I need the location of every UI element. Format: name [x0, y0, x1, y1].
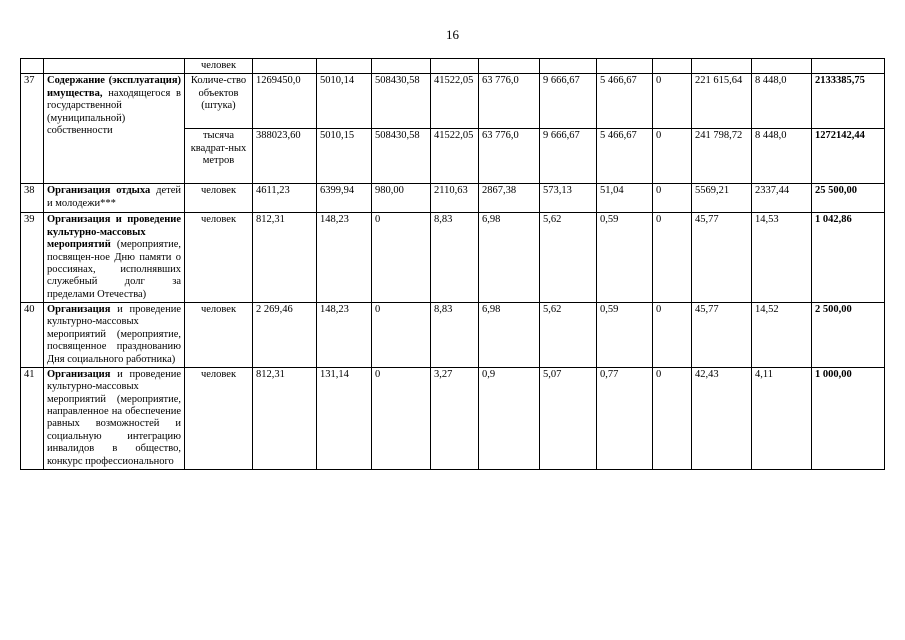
service-name-bold: Организация и проведение культурно-массовых мероприятий: [47, 214, 181, 251]
unit-cell: человек: [185, 367, 253, 469]
service-name-bold: Содержание (эксплуатация) имущества,: [47, 75, 181, 99]
service-name-bold: Организация: [47, 368, 111, 380]
row-number-cell: 41: [21, 367, 44, 469]
value-cell: 812,31: [253, 213, 317, 303]
value-cell: 41522,05: [431, 74, 479, 129]
value-cell: 388023,60: [253, 129, 317, 184]
value-cell: 0,59: [597, 303, 653, 368]
table-row: [21, 303, 885, 368]
unit-cell: тысяча квадрат-ных метров: [185, 129, 253, 184]
value-cell: 0,77: [597, 367, 653, 469]
service-name-rest: и проведение культурно-массовых мероприятий (мероприятие, посвященное празднованию Дня социального работника): [47, 304, 181, 365]
value-cell: 0: [653, 74, 692, 129]
total-cell: 1272142,44: [812, 129, 885, 184]
service-name-cell: [44, 303, 185, 368]
value-cell: 0: [653, 184, 692, 213]
service-name-rest: и проведение культурно-массовых мероприятий (мероприятие, направленное на обеспечение равных возможностей и социальную интеграцию инвалидов в общество, конкурс профессионального: [47, 368, 181, 467]
unit-cell: Количе-ство объектов (штука): [185, 74, 253, 129]
value-cell: 2 269,46: [253, 303, 317, 368]
row-number-cell: 39: [21, 213, 44, 303]
total-cell: 2 500,00: [812, 303, 885, 368]
value-cell: 51,04: [597, 184, 653, 213]
service-name-cell: [44, 184, 185, 213]
value-cell: 508430,58: [372, 129, 431, 184]
value-cell: 5 466,67: [597, 74, 653, 129]
value-cell: 63 776,0: [479, 74, 540, 129]
value-cell: 148,23: [317, 303, 372, 368]
value-cell: 5,07: [540, 367, 597, 469]
table-row: [21, 184, 885, 213]
service-name-rest: (мероприятие, посвящен-ное Дню памяти о россиянах, исполнявших служебный долг за пределами Отечества): [47, 239, 181, 300]
value-cell: 0: [653, 303, 692, 368]
value-cell: 4,11: [752, 367, 812, 469]
value-cell: 5010,14: [317, 74, 372, 129]
value-cell: 4611,23: [253, 184, 317, 213]
value-cell: 45,77: [692, 303, 752, 368]
value-cell: 41522,05: [431, 129, 479, 184]
value-cell: 148,23: [317, 213, 372, 303]
row-number-cell: [21, 59, 44, 74]
value-cell: 0: [653, 129, 692, 184]
value-cell: 42,43: [692, 367, 752, 469]
value-cell: 573,13: [540, 184, 597, 213]
value-cell: 221 615,64: [692, 74, 752, 129]
unit-cell: человек: [185, 303, 253, 368]
total-cell: 2133385,75: [812, 74, 885, 129]
value-cell: 812,31: [253, 367, 317, 469]
value-cell: 14,53: [752, 213, 812, 303]
value-cell: 8,83: [431, 213, 479, 303]
value-cell: 45,77: [692, 213, 752, 303]
value-cell: 2867,38: [479, 184, 540, 213]
value-cell: 14,52: [752, 303, 812, 368]
value-cell: 508430,58: [372, 74, 431, 129]
service-name-cell: [44, 213, 185, 303]
value-cell: 5,62: [540, 213, 597, 303]
value-cell: 8 448,0: [752, 74, 812, 129]
service-name-rest: находящегося в государственной (муниципальной) собственности: [47, 87, 181, 136]
service-name-bold: Организация: [47, 304, 111, 315]
value-cell: 980,00: [372, 184, 431, 213]
value-cell: 2337,44: [752, 184, 812, 213]
page-number: 16: [446, 27, 459, 42]
value-cell: 0: [653, 213, 692, 303]
value-cell: 9 666,67: [540, 74, 597, 129]
value-cell: 0: [372, 367, 431, 469]
value-cell: 5,62: [540, 303, 597, 368]
service-name-cell: [44, 59, 185, 74]
table-row: [21, 74, 885, 129]
value-cell: 9 666,67: [540, 129, 597, 184]
value-cell: 0: [653, 367, 692, 469]
value-cell: 0: [372, 213, 431, 303]
service-name-rest: детей и молодежи***: [47, 185, 181, 209]
row-number-cell: 38: [21, 184, 44, 213]
total-cell: 1 000,00: [812, 367, 885, 469]
value-cell: 8,83: [431, 303, 479, 368]
value-cell: 0,9: [479, 367, 540, 469]
value-cell: 241 798,72: [692, 129, 752, 184]
total-cell: 25 500,00: [812, 184, 885, 213]
value-cell: 6,98: [479, 213, 540, 303]
table-row: [21, 367, 885, 469]
total-cell: 1 042,86: [812, 213, 885, 303]
unit-cell: человек: [185, 184, 253, 213]
value-cell: 0,59: [597, 213, 653, 303]
table-row: [21, 213, 885, 303]
value-cell: 6,98: [479, 303, 540, 368]
unit-cell: человек: [185, 59, 253, 74]
value-cell: 2110,63: [431, 184, 479, 213]
value-cell: 1269450,0: [253, 74, 317, 129]
services-cost-table: [20, 58, 885, 470]
value-cell: 5569,21: [692, 184, 752, 213]
row-number-cell: 37: [21, 74, 44, 184]
service-name-cell: [44, 74, 185, 184]
value-cell: 5 466,67: [597, 129, 653, 184]
service-name-bold: Организация отдыха: [47, 185, 151, 197]
table-row: [21, 59, 885, 74]
value-cell: 8 448,0: [752, 129, 812, 184]
unit-cell: человек: [185, 213, 253, 303]
value-cell: 131,14: [317, 367, 372, 469]
value-cell: 63 776,0: [479, 129, 540, 184]
row-number-cell: 40: [21, 303, 44, 368]
value-cell: 5010,15: [317, 129, 372, 184]
service-name-cell: [44, 367, 185, 469]
value-cell: 6399,94: [317, 184, 372, 213]
value-cell: 3,27: [431, 367, 479, 469]
value-cell: 0: [372, 303, 431, 368]
